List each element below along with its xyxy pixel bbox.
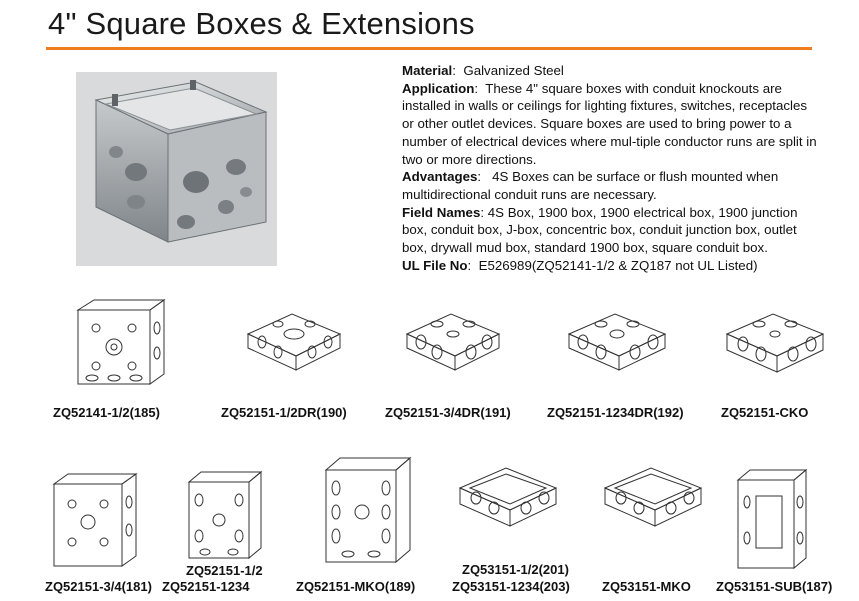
product-code-7a: ZQ52151-1/2 bbox=[186, 563, 263, 578]
product-drawing-5 bbox=[723, 312, 827, 374]
product-drawing-3 bbox=[403, 312, 503, 372]
product-drawing-7 bbox=[185, 470, 265, 562]
product-drawing-6 bbox=[50, 472, 140, 570]
product-drawing-11 bbox=[734, 468, 810, 572]
product-code-10: ZQ53151-MKO bbox=[602, 579, 691, 594]
product-drawing-9 bbox=[456, 466, 560, 528]
product-code-1: ZQ52141-1/2(185) bbox=[53, 405, 160, 420]
hero-product-photo bbox=[76, 72, 277, 266]
page-title: 4" Square Boxes & Extensions bbox=[48, 6, 475, 41]
product-code-3: ZQ52151-3/4DR(191) bbox=[385, 405, 511, 420]
product-code-2: ZQ52151-1/2DR(190) bbox=[221, 405, 347, 420]
application-line: Application: These 4" square boxes with conduit knockouts are installed in walls or ceilings for lighting fixtures, switches, receptacles or other outlet devices. Square boxes are used to bring power to a number of electrical devices where mul-tiple conductor runs are split in two or more directions. bbox=[402, 80, 817, 167]
advantages-line: Advantages: 4S Boxes can be surface or flush mounted when multidirectional conduit runs are necessary. bbox=[402, 169, 779, 202]
product-code-4: ZQ52151-1234DR(192) bbox=[547, 405, 684, 420]
material-line: Material: Galvanized Steel bbox=[402, 63, 564, 78]
product-code-7b: ZQ52151-1234 bbox=[162, 579, 250, 594]
field-names-line: Field Names: 4S Box, 1900 box, 1900 electrical box, 1900 junction box, conduit box, J-box, concentric box, conduit junction box, outlet box, drywall mud box, standard 1900 box, square conduit box. bbox=[402, 204, 798, 256]
product-code-11: ZQ53151-SUB(187) bbox=[716, 579, 833, 594]
product-drawing-10 bbox=[601, 466, 705, 528]
product-drawing-1 bbox=[72, 298, 168, 388]
product-drawing-8 bbox=[322, 456, 414, 566]
product-code-5: ZQ52151-CKO bbox=[721, 405, 809, 420]
product-description bbox=[402, 62, 822, 274]
ul-file-line: UL File No: E526989(ZQ52141-1/2 & ZQ187 not UL Listed) bbox=[402, 257, 758, 273]
product-code-8: ZQ52151-MKO(189) bbox=[296, 579, 416, 594]
product-drawing-2 bbox=[244, 312, 344, 372]
product-code-6: ZQ52151-3/4(181) bbox=[45, 579, 152, 594]
product-drawing-4 bbox=[565, 312, 669, 372]
product-code-9b: ZQ53151-1234(203) bbox=[452, 579, 570, 594]
product-code-9a: ZQ53151-1/2(201) bbox=[462, 562, 569, 577]
title-underline bbox=[46, 47, 812, 50]
